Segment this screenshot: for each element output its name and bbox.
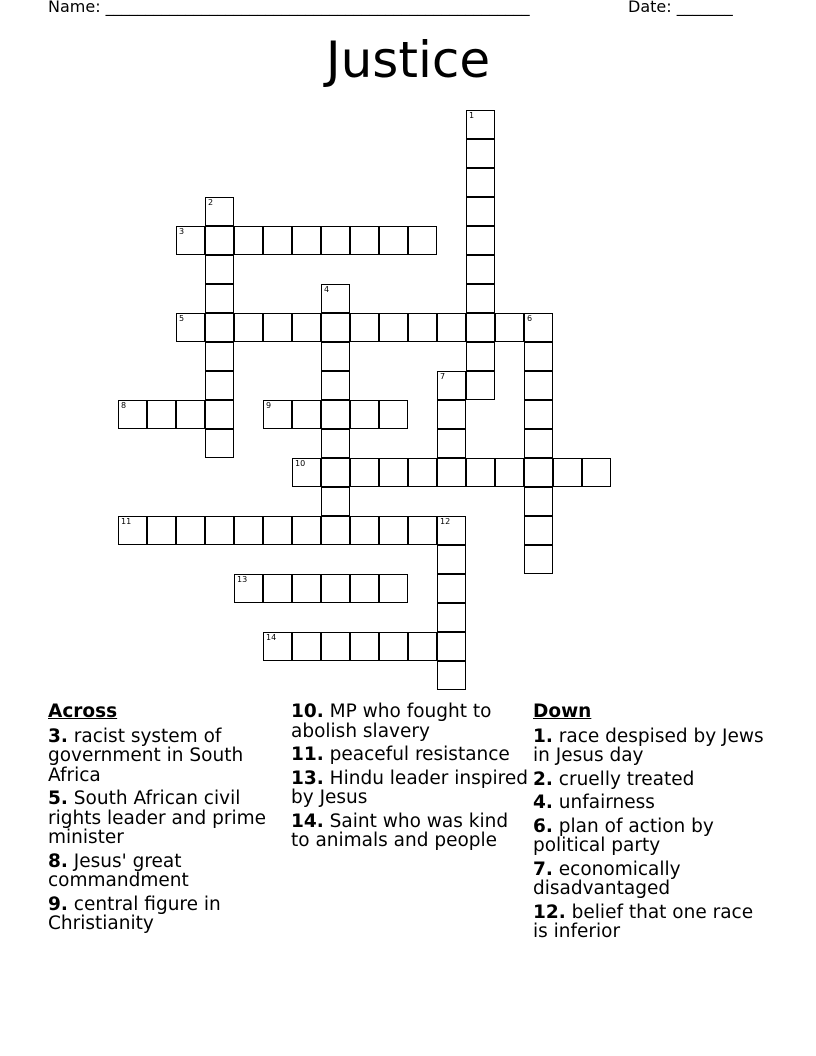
grid-cell[interactable] [205,313,234,342]
clue-number: 1. [533,725,553,747]
date-field: Date: _______ [628,0,733,16]
grid-cell[interactable] [321,632,350,661]
grid-cell[interactable] [350,313,379,342]
grid-cell[interactable] [147,400,176,429]
clue-item [533,727,773,766]
clue-number: 8. [48,850,68,872]
grid-cell[interactable] [408,516,437,545]
clue-number: 9. [48,893,68,915]
cell-number: 10 [295,459,306,468]
grid-cell[interactable] [466,458,495,487]
grid-cell[interactable] [321,458,350,487]
clue-text: peaceful resistance [329,744,510,765]
grid-cell[interactable] [437,371,466,400]
grid-cell[interactable] [118,400,147,429]
grid-cell[interactable] [234,313,263,342]
grid-cell[interactable] [350,574,379,603]
grid-cell[interactable] [524,371,553,400]
cell-number: 4 [324,285,330,294]
grid-cell[interactable] [292,458,321,487]
cell-number: 14 [266,633,277,642]
grid-cell[interactable] [437,516,466,545]
grid-cell[interactable] [466,139,495,168]
grid-cell[interactable] [205,226,234,255]
grid-cell[interactable] [408,313,437,342]
grid-cell[interactable] [205,284,234,313]
down-heading: Down [533,701,592,722]
clue-item [533,793,773,813]
clue-text: unfairness [558,792,655,813]
grid-cell[interactable] [524,545,553,574]
cell-number: 2 [208,198,214,207]
clue-text: Jesus' great commandment [48,850,189,891]
grid-cell[interactable] [176,516,205,545]
clue-text: cruelly treated [558,768,695,790]
grid-cell[interactable] [147,516,176,545]
clue-item [533,903,773,942]
grid-cell[interactable] [234,574,263,603]
clue-number: 2. [533,768,553,790]
clue-number: 14. [291,810,324,832]
cell-number: 3 [179,227,185,236]
grid-cell[interactable] [118,516,147,545]
grid-cell[interactable] [524,516,553,545]
clue-item [291,745,531,765]
clue-number: 6. [533,815,553,837]
grid-cell[interactable] [321,342,350,371]
grid-cell[interactable] [524,342,553,371]
grid-cell[interactable] [263,313,292,342]
grid-cell[interactable] [350,226,379,255]
cell-number: 1 [469,111,475,120]
across-clues-column [48,702,288,938]
grid-cell[interactable] [495,458,524,487]
cell-number: 5 [179,314,185,323]
grid-cell[interactable] [582,458,611,487]
cell-number: 9 [266,401,272,410]
across-heading: Across [48,701,118,722]
grid-cell[interactable] [466,110,495,139]
grid-cell[interactable] [321,371,350,400]
grid-cell[interactable] [466,168,495,197]
grid-cell[interactable] [263,574,292,603]
grid-cell[interactable] [524,429,553,458]
grid-cell[interactable] [437,400,466,429]
grid-cell[interactable] [263,516,292,545]
grid-cell[interactable] [263,400,292,429]
clue-number: 12. [533,901,566,923]
grid-cell[interactable] [524,313,553,342]
grid-cell[interactable] [205,429,234,458]
grid-cell[interactable] [379,400,408,429]
clue-number: 4. [533,792,553,813]
clue-number: 7. [533,858,553,880]
grid-cell[interactable] [292,226,321,255]
grid-cell[interactable] [321,313,350,342]
grid-cell[interactable] [234,226,263,255]
grid-cell[interactable] [321,226,350,255]
grid-cell[interactable] [234,516,263,545]
cell-number: 8 [121,401,127,410]
clue-text: racist system of government in South Africa [48,725,244,786]
clue-text: Hindu leader inspired by Jesus [291,767,528,808]
grid-cell[interactable] [437,661,466,690]
grid-cell[interactable] [350,516,379,545]
grid-cell[interactable] [379,458,408,487]
clue-text: plan of action by political party [533,815,714,856]
grid-cell[interactable] [437,632,466,661]
grid-cell[interactable] [176,226,205,255]
grid-cell[interactable] [350,632,379,661]
clue-item [291,702,531,741]
cell-number: 7 [440,372,446,381]
clue-item [533,770,773,790]
clue-item [48,727,288,786]
grid-cell[interactable] [466,313,495,342]
grid-cell[interactable] [176,400,205,429]
grid-cell[interactable] [466,226,495,255]
grid-cell[interactable] [205,342,234,371]
grid-cell[interactable] [466,371,495,400]
clue-number: 11. [291,744,324,765]
grid-cell[interactable] [350,400,379,429]
grid-cell[interactable] [408,458,437,487]
clue-item [48,852,288,891]
clue-item [533,860,773,899]
clue-text: economically disadvantaged [533,858,681,899]
grid-cell[interactable] [321,429,350,458]
grid-cell[interactable] [379,574,408,603]
page-title: Justice [325,31,491,89]
grid-cell[interactable] [437,545,466,574]
grid-cell[interactable] [437,429,466,458]
grid-cell[interactable] [321,400,350,429]
clue-item [291,812,531,851]
grid-cell[interactable] [263,632,292,661]
cell-number: 6 [527,314,533,323]
down-clues-column [533,702,773,946]
grid-cell[interactable] [466,284,495,313]
grid-cell[interactable] [321,574,350,603]
clue-text: MP who fought to abolish slavery [291,701,492,742]
grid-cell[interactable] [321,516,350,545]
grid-cell[interactable] [553,458,582,487]
grid-cell[interactable] [321,487,350,516]
grid-cell[interactable] [466,342,495,371]
grid-cell[interactable] [292,574,321,603]
clue-item [48,895,288,934]
clue-number: 5. [48,788,68,809]
clue-text: Saint who was kind to animals and people [291,810,509,851]
grid-cell[interactable] [524,487,553,516]
grid-cell[interactable] [495,313,524,342]
grid-cell[interactable] [437,313,466,342]
cell-number: 13 [237,575,248,584]
grid-cell[interactable] [263,226,292,255]
grid-cell[interactable] [205,255,234,284]
clue-item [48,789,288,848]
grid-cell[interactable] [379,516,408,545]
grid-cell[interactable] [466,197,495,226]
cell-number: 11 [121,517,132,526]
grid-cell[interactable] [437,458,466,487]
grid-cell[interactable] [321,284,350,313]
grid-cell[interactable] [379,632,408,661]
grid-cell[interactable] [176,313,205,342]
grid-cell[interactable] [379,313,408,342]
clue-item [291,769,531,808]
name-field: Name: _____________________________________________________ [48,0,530,16]
grid-cell[interactable] [408,226,437,255]
grid-cell[interactable] [437,603,466,632]
grid-cell[interactable] [292,313,321,342]
clue-text: belief that one race is inferior [533,901,754,942]
grid-cell[interactable] [205,371,234,400]
grid-cell[interactable] [292,632,321,661]
clue-number: 13. [291,767,324,789]
grid-cell[interactable] [524,458,553,487]
grid-cell[interactable] [437,574,466,603]
clue-item [533,817,773,856]
cell-number: 12 [440,517,451,526]
clue-text: South African civil rights leader and prime minister [48,788,267,848]
clue-text: race despised by Jews in Jesus day [533,725,764,766]
grid-cell[interactable] [350,458,379,487]
clue-number: 10. [291,701,324,722]
grid-cell[interactable] [205,516,234,545]
grid-cell[interactable] [379,226,408,255]
grid-cell[interactable] [466,255,495,284]
clue-text: central figure in Christianity [48,893,221,934]
grid-cell[interactable] [205,400,234,429]
grid-cell[interactable] [408,632,437,661]
grid-cell[interactable] [292,516,321,545]
grid-cell[interactable] [524,400,553,429]
clue-number: 3. [48,725,68,747]
grid-cell[interactable] [292,400,321,429]
across-clues-continued-column [291,702,531,855]
grid-cell[interactable] [205,197,234,226]
